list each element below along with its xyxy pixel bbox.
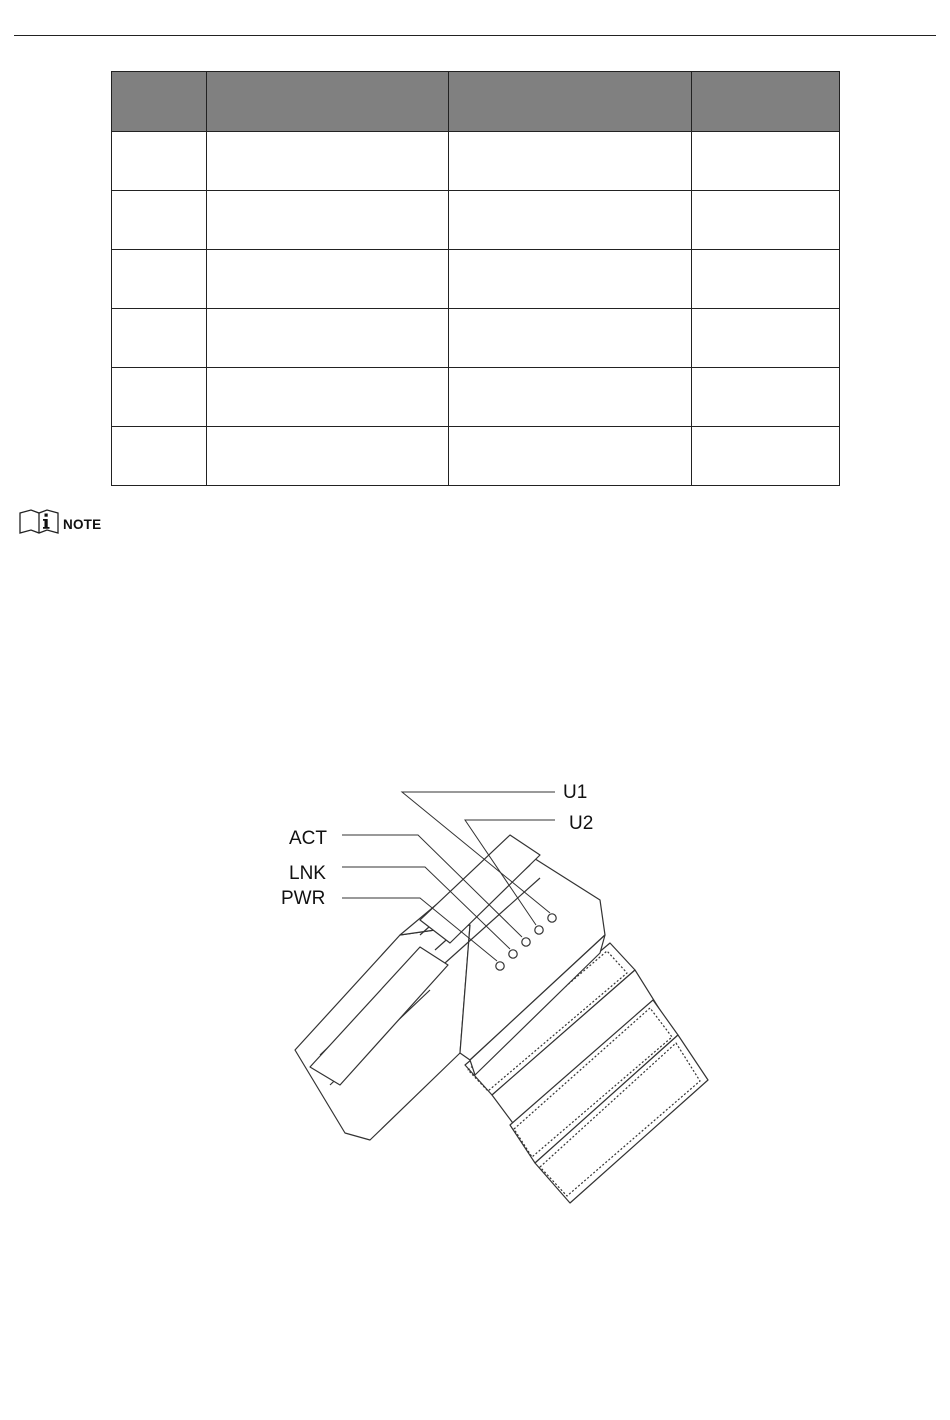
callout-u2: U2: [569, 813, 594, 834]
callout-pwr: PWR: [281, 888, 326, 909]
led-lnk: [509, 950, 517, 958]
table-cell: [449, 191, 692, 250]
spec-table: [111, 71, 840, 486]
table-cell: [449, 368, 692, 427]
note-label: NOTE: [63, 517, 102, 532]
callout-u1: U1: [563, 782, 588, 803]
table-cell: [692, 309, 840, 368]
led-pwr: [496, 962, 504, 970]
table-cell: [112, 309, 207, 368]
table-cell: [207, 427, 449, 486]
table-cell: [112, 250, 207, 309]
table-cell: [207, 368, 449, 427]
table-row: [112, 368, 840, 427]
led-u1: [548, 914, 556, 922]
note: [19, 506, 101, 534]
table-header-cell: [112, 72, 207, 132]
table-header-cell: [207, 72, 449, 132]
table-header-cell: [449, 72, 692, 132]
table-row: [112, 309, 840, 368]
camera-drawing: [270, 775, 750, 1215]
table-cell: [449, 132, 692, 191]
device-figure: [270, 775, 750, 1215]
table-header-cell: [692, 72, 840, 132]
table-row: [112, 250, 840, 309]
table-header-row: [112, 72, 840, 132]
table-cell: [692, 191, 840, 250]
table-cell: [692, 427, 840, 486]
table-cell: [449, 309, 692, 368]
table-cell: [692, 250, 840, 309]
led-u2: [535, 926, 543, 934]
header-rule: [14, 35, 936, 36]
table-cell: [112, 427, 207, 486]
table-cell: [112, 191, 207, 250]
table-cell: [207, 191, 449, 250]
table-cell: [207, 132, 449, 191]
table-cell: [692, 368, 840, 427]
table-row: [112, 191, 840, 250]
callout-act: ACT: [289, 828, 327, 849]
table-cell: [449, 427, 692, 486]
led-act: [522, 938, 530, 946]
table-cell: [449, 250, 692, 309]
table-cell: [692, 132, 840, 191]
table-cell: [207, 309, 449, 368]
table-cell: [207, 250, 449, 309]
info-book-icon: [19, 508, 59, 534]
table-cell: [112, 132, 207, 191]
table-row: [112, 427, 840, 486]
callout-lnk: LNK: [289, 863, 326, 884]
table-cell: [112, 368, 207, 427]
table-row: [112, 132, 840, 191]
